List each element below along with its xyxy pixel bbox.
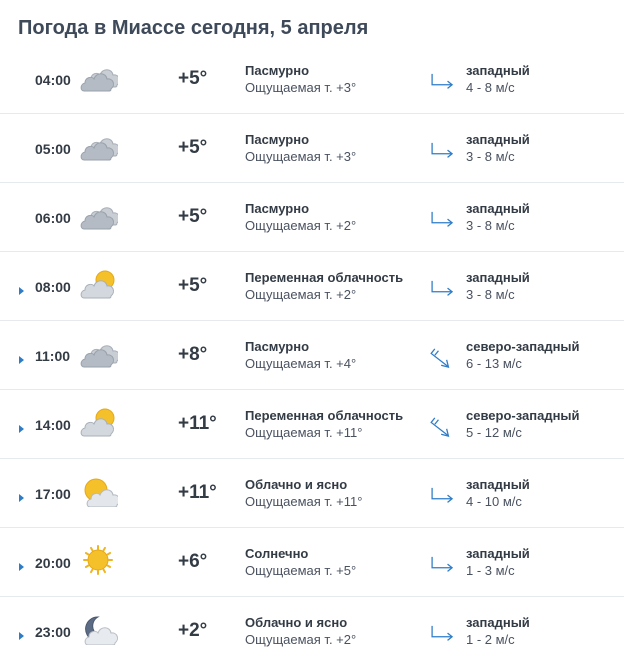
forecast-time: 23:00: [35, 624, 71, 640]
wind-speed: 1 - 2 м/с: [466, 632, 515, 647]
forecast-time: 05:00: [35, 141, 71, 157]
west-wind-arrow-icon: [428, 210, 458, 230]
condition-label: Пасмурно: [245, 339, 310, 354]
northwest-wind-arrow-icon: [428, 417, 458, 437]
condition-label: Солнечно: [245, 546, 309, 561]
expand-triangle-icon[interactable]: [19, 563, 24, 571]
west-wind-arrow-icon: [428, 486, 458, 506]
forecast-row[interactable]: [0, 597, 624, 665]
west-wind-arrow-icon: [428, 72, 458, 92]
partly-cloudy-icon: [78, 268, 118, 300]
condition-label: Пасмурно: [245, 63, 310, 78]
overcast-cloud-icon: [78, 199, 118, 231]
temperature: +5°: [178, 68, 208, 89]
forecast-time: 11:00: [35, 348, 71, 364]
wind-speed: 3 - 8 м/с: [466, 218, 515, 233]
overcast-cloud-icon: [78, 130, 118, 162]
temperature: +5°: [178, 137, 208, 158]
forecast-row[interactable]: [0, 390, 624, 459]
wind-speed: 3 - 8 м/с: [466, 149, 515, 164]
condition-label: Пасмурно: [245, 201, 310, 216]
wind-speed: 6 - 13 м/с: [466, 356, 522, 371]
sun-behind-cloud-icon: [78, 475, 118, 507]
condition-label: Переменная облачность: [245, 270, 404, 285]
northwest-wind-arrow-icon: [428, 348, 458, 368]
wind-direction: северо-западный: [466, 408, 580, 423]
condition-label: Облачно и ясно: [245, 615, 348, 630]
expand-triangle-icon[interactable]: [19, 356, 24, 364]
expand-triangle-icon[interactable]: [19, 494, 24, 502]
expand-triangle-icon[interactable]: [19, 425, 24, 433]
temperature: +6°: [178, 551, 208, 572]
wind-speed: 3 - 8 м/с: [466, 287, 515, 302]
temperature: +2°: [178, 620, 208, 641]
feels-like-label: Ощущаемая т. +4°: [245, 356, 357, 371]
condition-label: Облачно и ясно: [245, 477, 348, 492]
forecast-time: 06:00: [35, 210, 71, 226]
forecast-time: 17:00: [35, 486, 71, 502]
wind-direction: западный: [466, 201, 530, 216]
feels-like-label: Ощущаемая т. +11°: [245, 425, 363, 440]
west-wind-arrow-icon: [428, 624, 458, 644]
temperature: +5°: [178, 206, 208, 227]
feels-like-label: Ощущаемая т. +3°: [245, 149, 357, 164]
forecast-time: 14:00: [35, 417, 71, 433]
wind-direction: западный: [466, 546, 530, 561]
west-wind-arrow-icon: [428, 555, 458, 575]
wind-speed: 4 - 10 м/с: [466, 494, 522, 509]
west-wind-arrow-icon: [428, 279, 458, 299]
feels-like-label: Ощущаемая т. +5°: [245, 563, 357, 578]
expand-triangle-icon[interactable]: [19, 287, 24, 295]
forecast-row[interactable]: [0, 252, 624, 321]
temperature: +11°: [178, 482, 217, 503]
feels-like-label: Ощущаемая т. +11°: [245, 494, 363, 509]
hourly-forecast-list: [0, 45, 624, 665]
condition-label: Переменная облачность: [245, 408, 404, 423]
expand-triangle-icon[interactable]: [19, 632, 24, 640]
wind-direction: западный: [466, 63, 530, 78]
wind-speed: 5 - 12 м/с: [466, 425, 522, 440]
forecast-row: [0, 114, 624, 183]
forecast-row: [0, 45, 624, 114]
wind-direction: западный: [466, 132, 530, 147]
forecast-row: [0, 183, 624, 252]
overcast-cloud-icon: [78, 61, 118, 93]
wind-direction: северо-западный: [466, 339, 580, 354]
feels-like-label: Ощущаемая т. +3°: [245, 80, 357, 95]
wind-direction: западный: [466, 615, 530, 630]
overcast-cloud-icon: [78, 337, 118, 369]
temperature: +11°: [178, 413, 217, 434]
forecast-time: 08:00: [35, 279, 71, 295]
partly-cloudy-icon: [78, 406, 118, 438]
temperature: +5°: [178, 275, 208, 296]
sun-icon: [78, 544, 118, 576]
feels-like-label: Ощущаемая т. +2°: [245, 632, 357, 647]
page-title: Погода в Миассе сегодня, 5 апреля: [18, 17, 369, 39]
temperature: +8°: [178, 344, 208, 365]
wind-direction: западный: [466, 477, 530, 492]
moon-cloud-icon: [78, 613, 118, 645]
condition-label: Пасмурно: [245, 132, 310, 147]
feels-like-label: Ощущаемая т. +2°: [245, 287, 357, 302]
wind-direction: западный: [466, 270, 530, 285]
forecast-time: 04:00: [35, 72, 71, 88]
feels-like-label: Ощущаемая т. +2°: [245, 218, 357, 233]
forecast-row[interactable]: [0, 528, 624, 597]
wind-speed: 1 - 3 м/с: [466, 563, 515, 578]
forecast-row[interactable]: [0, 459, 624, 528]
forecast-row[interactable]: [0, 321, 624, 390]
west-wind-arrow-icon: [428, 141, 458, 161]
wind-speed: 4 - 8 м/с: [466, 80, 515, 95]
forecast-time: 20:00: [35, 555, 71, 571]
